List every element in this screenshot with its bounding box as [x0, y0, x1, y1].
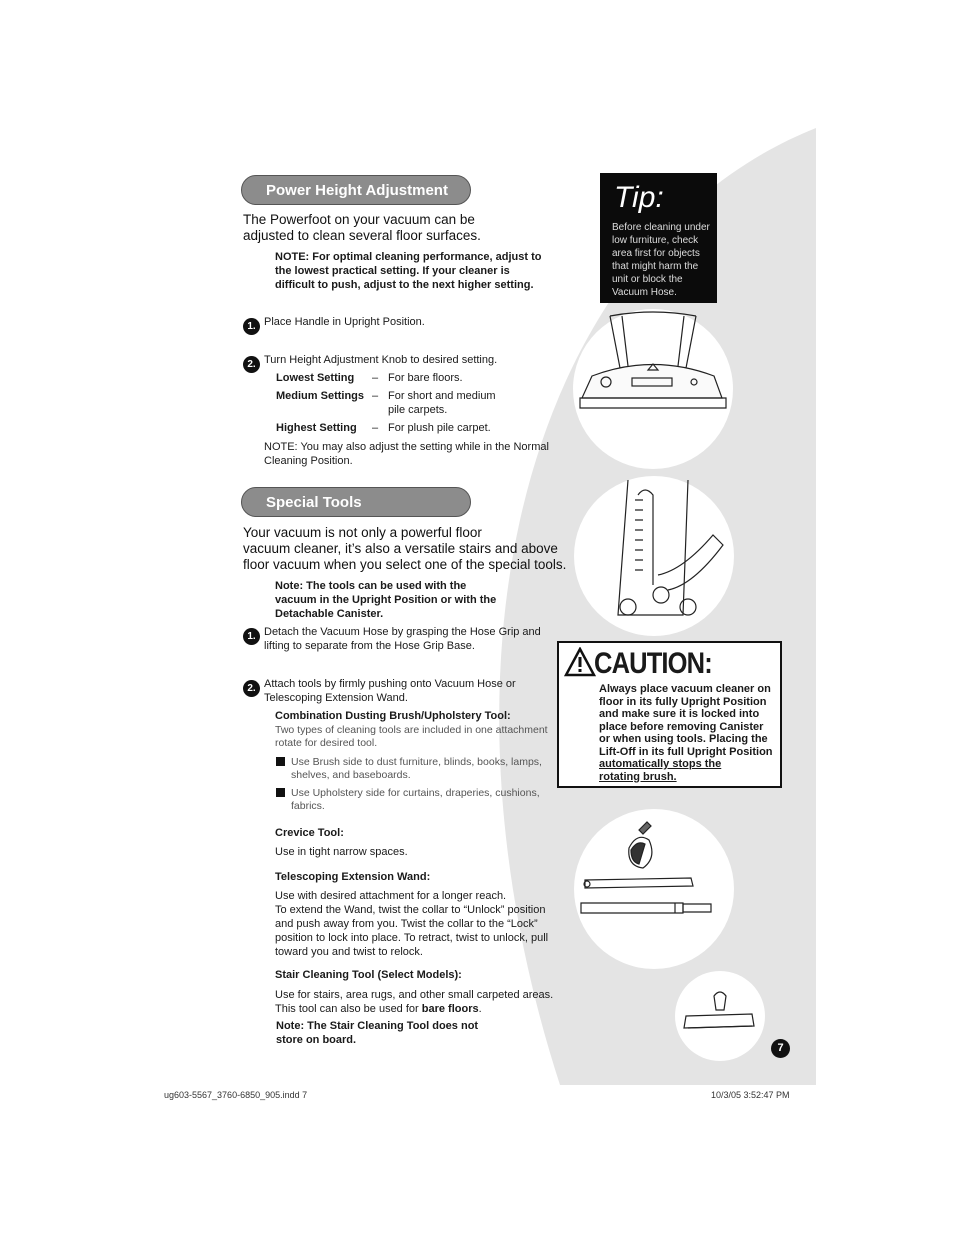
hose-detach-illustration [573, 475, 735, 637]
bullet-square [276, 788, 285, 797]
tip-text: Before cleaning under low furniture, check area first for objects that might harm the unit or block the Vacuum Hose. [612, 222, 710, 298]
page-number: 7 [771, 1039, 790, 1058]
crevice-text: Use in tight narrow spaces. [275, 846, 408, 858]
setting-desc-lowest: For bare floors. [388, 372, 463, 384]
step-number-1: 1. [243, 628, 260, 645]
combo-tool-desc: Two types of cleaning tools are included in one attachment rotate for desired tool. [275, 724, 548, 749]
combo-tool-title: Combination Dusting Brush/Upholstery Tool: [275, 710, 511, 722]
step-number-2: 2. [243, 680, 260, 697]
stair-text: Use for stairs, area rugs, and other small carpeted areas. This tool can also be used for bare floors. [275, 989, 554, 1015]
warning-triangle-icon [564, 647, 596, 677]
setting-desc-medium: For short and medium pile carpets. [388, 390, 496, 416]
footer-timestamp: 10/3/05 3:52:47 PM [711, 1090, 790, 1100]
setting-dash: – [372, 422, 379, 434]
tools-illustration [571, 808, 737, 970]
tools-step-1: Detach the Vacuum Hose by grasping the Hose Grip and lifting to separate from the Hose Grip Base. [264, 626, 541, 652]
tip-title: Tip: [614, 181, 664, 214]
stair-tool-illustration [674, 970, 766, 1062]
step-number-1: 1. [243, 318, 260, 335]
tools-intro: Your vacuum is not only a powerful floor vacuum cleaner, it’s also a versatile stairs and above floor vacuum when you select one of the special tools. [243, 525, 567, 572]
footer-file-info: ug603-5567_3760-6850_905.indd 7 [164, 1090, 308, 1100]
tools-step-2: Attach tools by firmly pushing onto Vacuum Hose or Telescoping Extension Wand. [264, 678, 516, 704]
caution-text: Always place vacuum cleaner on floor in its fully Upright Position and make sure it is locked into place before removing Canister or when using tools. Placing the Lift-Off in its full Upright Position automatically stops the rotating brush. [599, 683, 773, 783]
combo-bullet-2: Use Upholstery side for curtains, draperies, cushions, fabrics. [291, 787, 540, 812]
caution-title: CAUTION: [594, 647, 712, 680]
tools-note: Note: The tools can be used with the vacuum in the Upright Position or with the Detachable Canister. [275, 580, 497, 620]
setting-dash: – [372, 390, 379, 402]
stair-note: Note: The Stair Cleaning Tool does not store on board. [276, 1020, 479, 1046]
crevice-title: Crevice Tool: [275, 827, 344, 839]
setting-dash: – [372, 372, 379, 384]
bullet-square [276, 757, 285, 766]
power-note: NOTE: For optimal cleaning performance, adjust to the lowest practical setting. If your cleaner is difficult to push, adjust to the next higher setting. [275, 251, 542, 291]
setting-desc-highest: For plush pile carpet. [388, 422, 491, 434]
power-intro: The Powerfoot on your vacuum can be adjusted to clean several floor surfaces. [243, 212, 481, 243]
wand-title: Telescoping Extension Wand: [275, 871, 431, 883]
step-number-2: 2. [243, 356, 260, 373]
setting-name-highest: Highest Setting [276, 422, 357, 434]
setting-name-lowest: Lowest Setting [276, 372, 355, 384]
power-height-heading: Power Height Adjustment [241, 175, 471, 205]
power-step-1: Place Handle in Upright Position. [264, 316, 425, 328]
combo-bullet-1: Use Brush side to dust furniture, blinds, books, lamps, shelves, and baseboards. [291, 756, 542, 781]
setting-name-medium: Medium Settings [276, 390, 365, 402]
power-footnote: NOTE: You may also adjust the setting while in the Normal Cleaning Position. [264, 441, 549, 467]
special-tools-heading: Special Tools [241, 487, 471, 517]
tip-box [600, 173, 717, 303]
vacuum-foot-illustration [572, 308, 734, 470]
caution-box [557, 641, 782, 788]
wand-text: Use with desired attachment for a longer reach. To extend the Wand, twist the collar to “Unlock” position and push away from you. Twist the collar to the “Lock” position to lock into place. To retract, twist to unlock, pull toward you and twist to relock. [275, 890, 549, 958]
power-step-2: Turn Height Adjustment Knob to desired setting. [264, 354, 498, 366]
stair-title: Stair Cleaning Tool (Select Models): [275, 969, 462, 981]
